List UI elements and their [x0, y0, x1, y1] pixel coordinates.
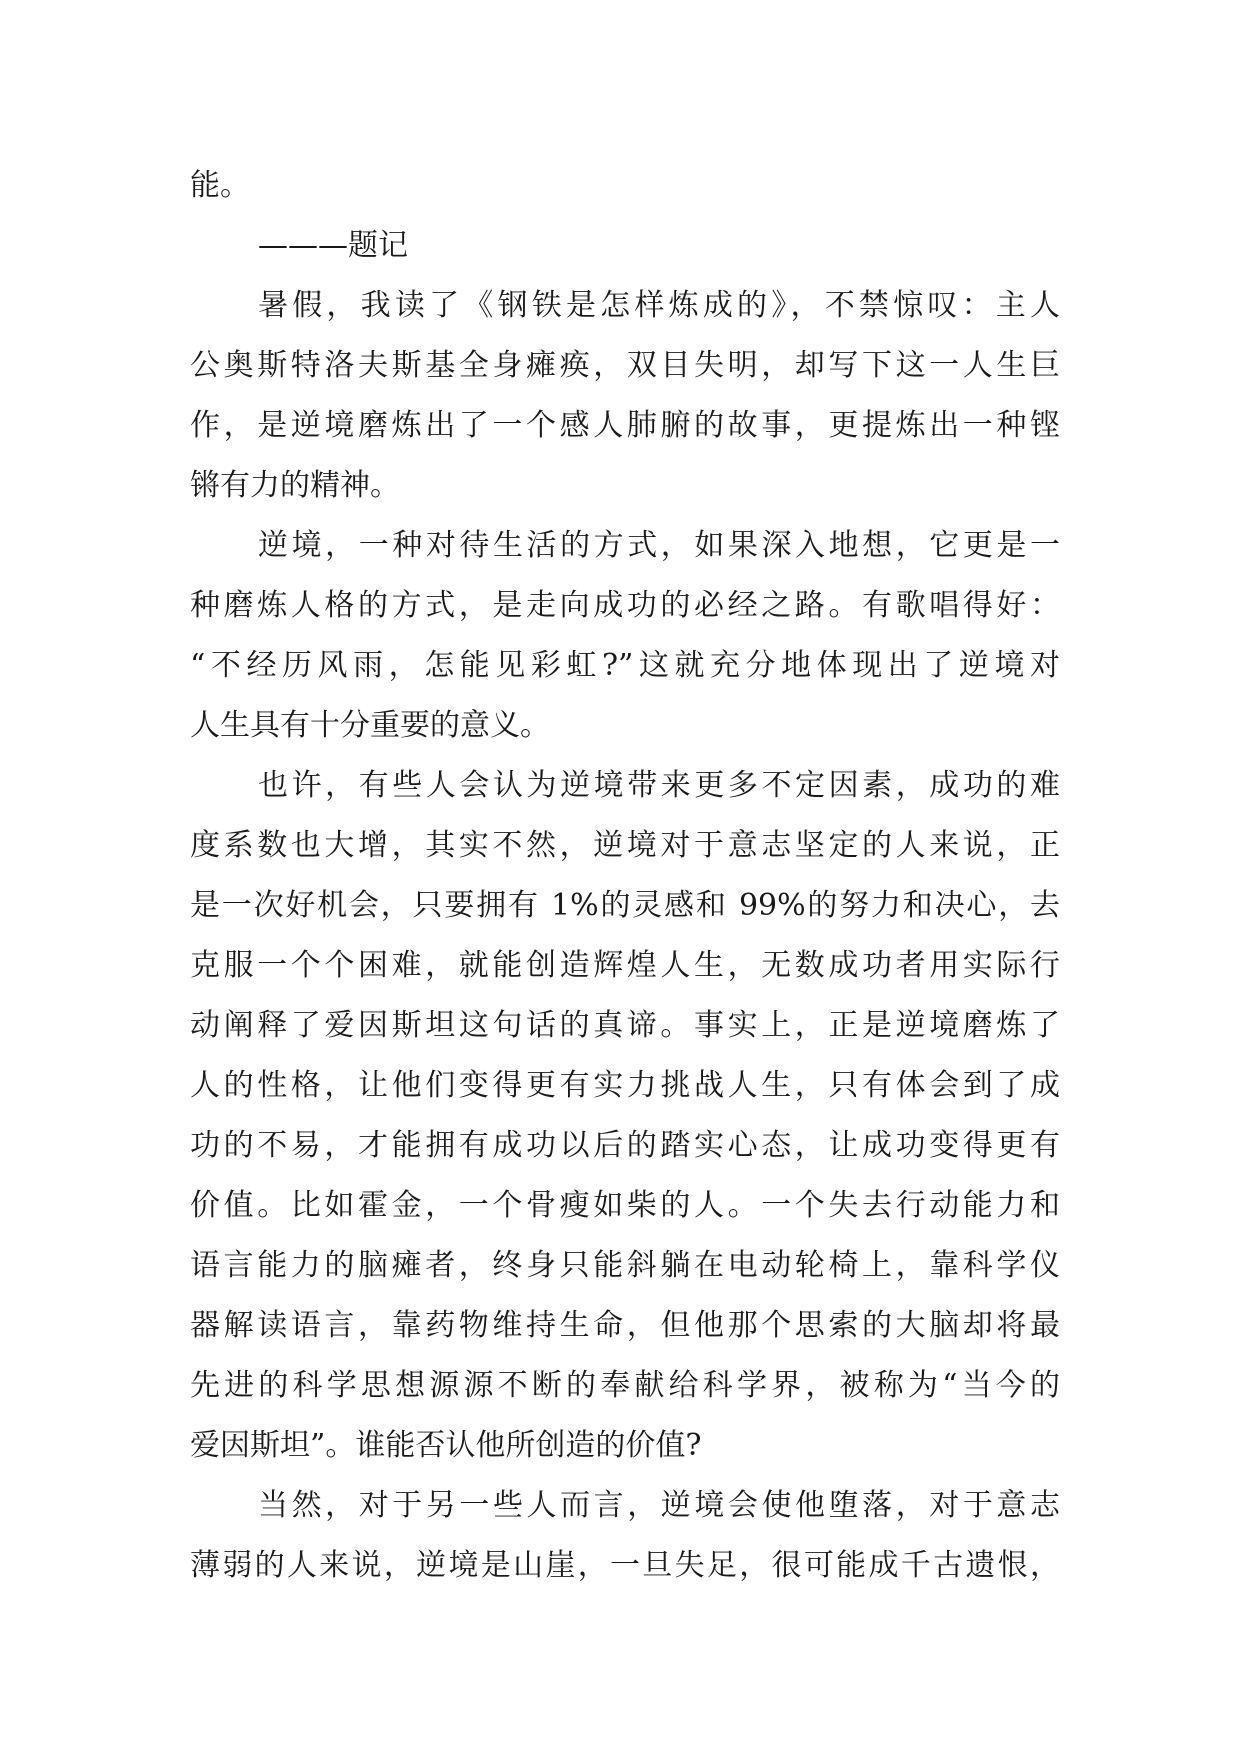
text-line: 是一次好机会，只要拥有 1%的灵感和 99%的努力和决心，去 — [190, 888, 1060, 923]
text-line: 暑假，我读了《钢铁是怎样炼成的》，不禁惊叹：主人 — [258, 288, 1060, 323]
text-line: 作，是逆境磨炼出了一个感人肺腑的故事，更提炼出一种铿 — [190, 408, 1060, 443]
text-line: 价值。比如霍金，一个骨瘦如柴的人。一个失去行动能力和 — [190, 1188, 1060, 1223]
text-line: 器解读语言，靠药物维持生命，但他那个思索的大脑却将最 — [190, 1308, 1060, 1343]
text-line: 先进的科学思想源源不断的奉献给科学界，被称为“当今的 — [190, 1368, 1060, 1403]
epigraph-attribution: ———题记 — [258, 228, 408, 263]
text-line: 爱因斯坦”。谁能否认他所创造的价值? — [190, 1428, 702, 1463]
text-line: 种磨炼人格的方式，是走向成功的必经之路。有歌唱得好： — [190, 588, 1060, 623]
text-line: 也许，有些人会认为逆境带来更多不定因素，成功的难 — [258, 768, 1060, 803]
text-line: 能。 — [190, 168, 250, 203]
text-line: 薄弱的人来说，逆境是山崖，一旦失足，很可能成千古遗恨， — [190, 1548, 1060, 1583]
text-line: “不经历风雨，怎能见彩虹?”这就充分地体现出了逆境对 — [190, 648, 1060, 683]
text-line: 度系数也大增，其实不然，逆境对于意志坚定的人来说，正 — [190, 828, 1060, 863]
text-line: 逆境，一种对待生活的方式，如果深入地想，它更是一 — [258, 528, 1060, 563]
text-line: 功的不易，才能拥有成功以后的踏实心态，让成功变得更有 — [190, 1128, 1060, 1163]
text-line: 克服一个个困难，就能创造辉煌人生，无数成功者用实际行 — [190, 948, 1060, 983]
text-line: 人的性格，让他们变得更有实力挑战人生，只有体会到了成 — [190, 1068, 1060, 1103]
text-line: 语言能力的脑瘫者，终身只能斜躺在电动轮椅上，靠科学仪 — [190, 1248, 1060, 1283]
text-line: 当然，对于另一些人而言，逆境会使他堕落，对于意志 — [258, 1488, 1060, 1523]
text-line: 动阐释了爱因斯坦这句话的真谛。事实上，正是逆境磨炼了 — [190, 1008, 1060, 1043]
text-line: 锵有力的精神。 — [190, 468, 400, 503]
text-line: 公奥斯特洛夫斯基全身瘫痪，双目失明，却写下这一人生巨 — [190, 348, 1060, 383]
text-line: 人生具有十分重要的意义。 — [190, 708, 550, 743]
